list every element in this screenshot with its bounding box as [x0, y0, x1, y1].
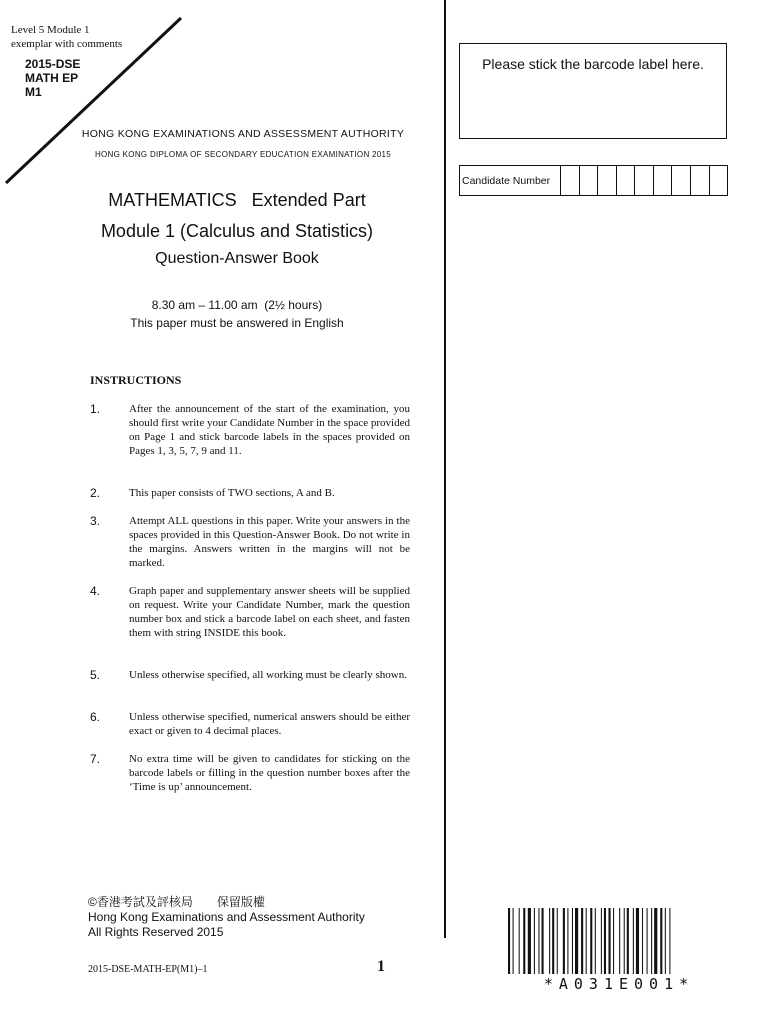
barcode-bar: [601, 908, 602, 974]
barcode-bar: [567, 908, 568, 974]
barcode-label-box: Please stick the barcode label here.: [459, 43, 727, 139]
barcode-bar: [528, 908, 531, 974]
barcode-bar: [581, 908, 583, 974]
candidate-number-cell[interactable]: [561, 166, 580, 195]
barcode-bar: [627, 908, 629, 974]
paper-code-line2: MATH EP: [25, 71, 79, 85]
barcode-image: [508, 908, 730, 978]
candidate-number-cell[interactable]: [654, 166, 673, 195]
barcode-bar: [538, 908, 539, 974]
instruction-text: Unless otherwise specified, all working must be clearly shown.: [129, 669, 407, 681]
candidate-number-cell[interactable]: [691, 166, 710, 195]
instruction-number: 7.: [90, 752, 101, 766]
book-title: Question-Answer Book: [155, 250, 319, 267]
barcode-bar: [563, 908, 565, 974]
instruction-text: After the announcement of the start of the examination, you should first write your Candidate Number in the space provided on Page 1 and stick barcode labels in the spaces provided on Pages 1, 3, 5, 7, 9 and 11.: [129, 403, 410, 457]
barcode-bar: [523, 908, 525, 974]
module-title: Module 1 (Calculus and Statistics): [100, 221, 374, 241]
instruction-text: No extra time will be given to candidates for sticking on the barcode labels or filling in the question number boxes after the ‘Time is up’ announcement.: [129, 753, 410, 793]
barcode-bar: [534, 908, 535, 974]
corner-note-line2: exemplar with comments: [11, 38, 123, 50]
page-number: 1: [377, 958, 385, 975]
barcode-bar: [647, 908, 648, 974]
footer-paper-code: 2015-DSE-MATH-EP(M1)–1: [88, 964, 208, 975]
barcode-bar: [572, 908, 573, 974]
instruction-text: Graph paper and supplementary answer sheets will be supplied on request. Write your Candidate Number, mark the question number box and stick a barcode label on each sheet, and fasten them with string INSIDE this book.: [129, 585, 410, 639]
barcode-bar: [542, 908, 544, 974]
instruction-number: 4.: [90, 584, 101, 598]
copyright-english: Hong Kong Examinations and Assessment Authority: [88, 910, 365, 924]
barcode-bar: [608, 908, 610, 974]
barcode-bar: [508, 908, 510, 974]
paper-code-line3: M1: [25, 85, 42, 99]
barcode-bar: [557, 908, 558, 974]
instruction-number: 3.: [90, 514, 101, 528]
barcode-bar: [586, 908, 587, 974]
barcode-bar: [636, 908, 639, 974]
candidate-number-label: Candidate Number: [460, 166, 561, 195]
authority-name: HONG KONG EXAMINATIONS AND ASSESSMENT AUTHORITY: [81, 128, 405, 140]
instruction-text: This paper consists of TWO sections, A and B.: [129, 487, 335, 499]
copyright-chinese: ©香港考試及評核局 保留版權: [88, 895, 265, 909]
barcode-bar: [619, 908, 620, 974]
exam-name: HONG KONG DIPLOMA OF SECONDARY EDUCATION EXAMINATION 2015: [94, 150, 392, 159]
paper-code-line1: 2015-DSE: [25, 57, 81, 71]
barcode-bar: [660, 908, 662, 974]
instruction-number: 1.: [90, 402, 101, 416]
barcode-bar: [575, 908, 578, 974]
barcode-bar: [665, 908, 666, 974]
barcode-bar: [654, 908, 657, 974]
candidate-number-cell[interactable]: [710, 166, 728, 195]
barcode-bar: [549, 908, 550, 974]
subject-title: MATHEMATICS Extended Part: [108, 190, 366, 210]
language-note: This paper must be answered in English: [130, 316, 344, 330]
candidate-number-field[interactable]: [459, 165, 728, 196]
barcode-bar: [669, 908, 670, 974]
barcode-bar: [513, 908, 514, 974]
instruction-text: Attempt ALL questions in this paper. Write your answers in the spaces provided in this Question-Answer Book. Do not write in the margins. Answers written in the margins will not be marked.: [129, 515, 410, 569]
barcode-bar: [613, 908, 614, 974]
corner-note-line1: Level 5 Module 1: [11, 24, 90, 36]
page-divider-line: [444, 0, 446, 938]
instructions-heading: INSTRUCTIONS: [90, 373, 182, 387]
instruction-number: 2.: [90, 486, 101, 500]
barcode-bar: [590, 908, 592, 974]
barcode-bar: [624, 908, 625, 974]
instruction-text: Unless otherwise specified, numerical answers should be either exact or given to 4 decimal places.: [129, 711, 410, 737]
copyright-rights: All Rights Reserved 2015: [88, 925, 224, 939]
barcode-bar: [633, 908, 634, 974]
instruction-number: 6.: [90, 710, 101, 724]
barcode-text: *A031E001*: [543, 975, 695, 993]
barcode-bar: [552, 908, 554, 974]
candidate-number-cell[interactable]: [580, 166, 599, 195]
corner-note: [11, 23, 122, 51]
candidate-number-cell[interactable]: [672, 166, 691, 195]
barcode-bar: [651, 908, 652, 974]
candidate-number-cell[interactable]: [617, 166, 636, 195]
barcode-bar: [642, 908, 643, 974]
barcode-bar: [595, 908, 596, 974]
paper-code: [25, 57, 80, 99]
candidate-number-cell[interactable]: [635, 166, 654, 195]
barcode-bar: [519, 908, 520, 974]
candidate-number-cell[interactable]: [598, 166, 617, 195]
copyright-notice: [88, 895, 365, 940]
instruction-number: 5.: [90, 668, 101, 682]
exam-time: 8.30 am – 11.00 am (2½ hours): [151, 298, 323, 312]
barcode-bar: [604, 908, 606, 974]
